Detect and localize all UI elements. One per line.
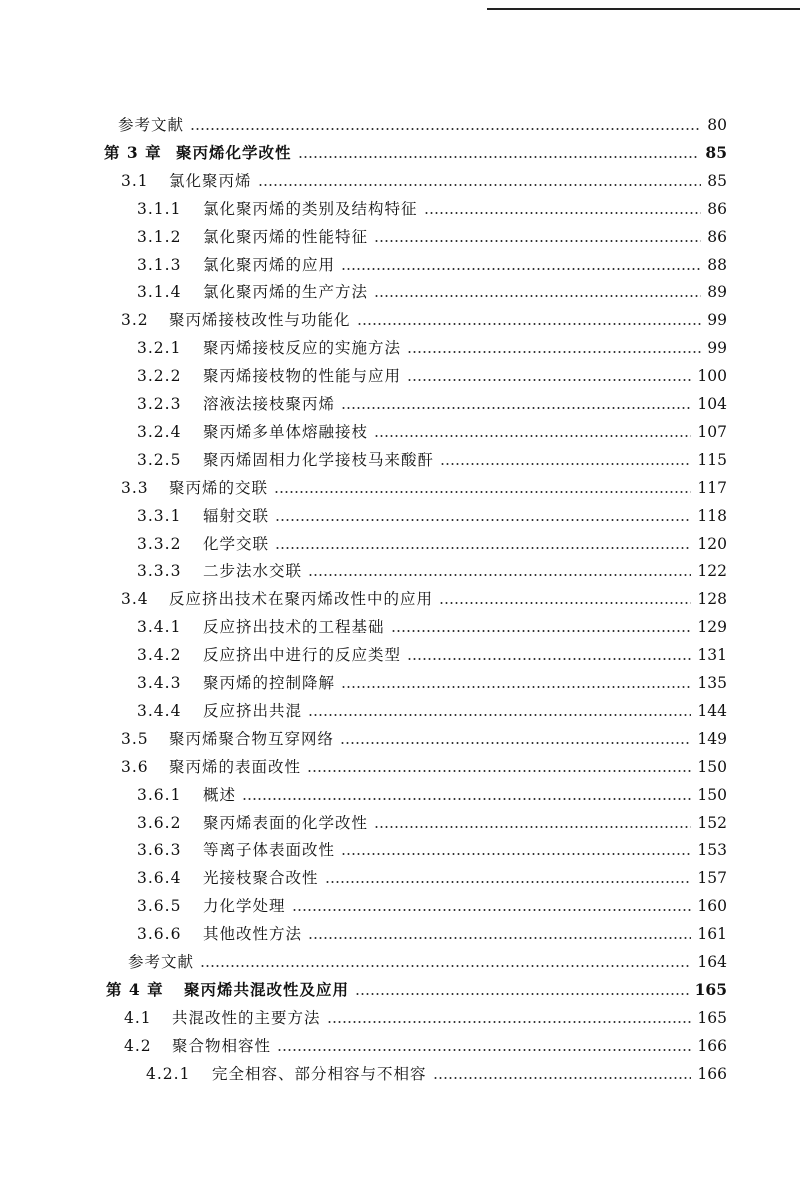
dot-leader [275, 519, 691, 521]
toc-entry-page-number: 99 [707, 311, 727, 330]
toc-entry-number: 3.2 [121, 311, 149, 330]
toc-entry-page-number: 122 [697, 562, 727, 581]
top-border-rule [487, 0, 800, 10]
dot-leader [307, 770, 691, 772]
dot-leader [200, 965, 691, 967]
toc-entry-number: 3.2.5 [137, 450, 182, 469]
toc-entry-title: 聚丙烯接枝反应的实施方法 [203, 339, 402, 358]
toc-entry-page-number: 131 [697, 646, 727, 665]
dot-leader [340, 742, 691, 744]
toc-entry-title: 溶液法接枝聚丙烯 [203, 395, 336, 413]
toc-entry-number: 3.2.4 [137, 422, 182, 441]
dot-leader [325, 881, 692, 883]
toc-entry-title: 参考文献 [128, 953, 195, 971]
toc-entry-title: 聚丙烯化学改性 [176, 142, 292, 162]
toc-entry-number: 3.1.4 [137, 283, 182, 302]
toc-entry-page-number: 99 [707, 339, 727, 358]
toc-entry-page-number: 160 [697, 897, 727, 916]
toc-entry[interactable] [121, 586, 727, 612]
toc-entry-number: 4.1 [124, 1008, 152, 1027]
toc-entry-title: 聚丙烯共混改性及应用 [184, 979, 350, 999]
toc-entry-title: 聚丙烯的表面改性 [169, 757, 302, 776]
toc-entry-number: 3.6.3 [137, 841, 182, 860]
toc-entry[interactable] [121, 754, 727, 780]
dot-leader [433, 1077, 692, 1079]
dot-leader [308, 937, 691, 939]
dot-leader [308, 574, 691, 576]
dot-leader [277, 1049, 691, 1051]
dot-leader [374, 435, 691, 437]
toc-entry[interactable] [137, 531, 727, 557]
toc-entry-page-number: 86 [707, 199, 727, 218]
toc-entry[interactable] [121, 168, 727, 194]
toc-entry-title: 聚丙烯表面的化学改性 [203, 813, 369, 832]
toc-entry-title: 聚丙烯接枝物的性能与应用 [203, 367, 402, 386]
toc-entry-title: 氯化聚丙烯的性能特征 [203, 227, 369, 246]
toc-entry-number: 3.4.3 [137, 674, 182, 692]
dot-leader [355, 993, 689, 995]
toc-entry-number: 3.6.5 [137, 897, 182, 916]
toc-entry-number: 3.3.3 [137, 562, 182, 581]
toc-entry-title: 力化学处理 [203, 897, 286, 916]
toc-entry-page-number: 153 [697, 841, 727, 860]
toc-entry-number: 3.2.2 [137, 367, 182, 386]
dot-leader [391, 630, 692, 632]
dot-leader [440, 463, 691, 465]
dot-leader [424, 212, 702, 214]
toc-entry[interactable] [137, 642, 727, 668]
toc-entry-page-number: 118 [697, 506, 727, 525]
toc-entry-number: 3.4.4 [137, 701, 182, 720]
toc-entry[interactable] [137, 614, 727, 640]
toc-entry-page-number: 135 [697, 674, 727, 692]
toc-entry[interactable] [137, 447, 727, 473]
toc-entry-title: 聚丙烯聚合物互穿网络 [169, 729, 335, 748]
toc-entry[interactable] [121, 475, 727, 501]
toc-entry[interactable] [137, 391, 727, 417]
toc-entry-title: 聚丙烯固相力化学接枝马来酸酐 [203, 450, 435, 469]
toc-entry-number: 3.6.6 [137, 925, 182, 944]
toc-entry-page-number: 166 [697, 1036, 727, 1055]
toc-entry-page-number: 85 [707, 171, 727, 190]
toc-entry-title: 化学交联 [203, 534, 270, 553]
toc-entry[interactable] [137, 810, 727, 836]
toc-entry-page-number: 152 [697, 813, 727, 832]
dot-leader [242, 798, 691, 800]
dot-leader [407, 351, 701, 353]
dot-leader [341, 686, 691, 688]
toc-entry[interactable] [118, 112, 727, 138]
toc-entry-page-number: 149 [697, 729, 727, 748]
toc-entry-title: 光接枝聚合改性 [203, 869, 319, 888]
toc-entry-page-number: 107 [697, 422, 727, 441]
toc-entry[interactable] [137, 865, 727, 891]
toc-entry-title: 二步法水交联 [203, 562, 303, 581]
dot-leader [407, 379, 691, 381]
toc-entry-number: 3.2.1 [137, 339, 182, 358]
dot-leader [292, 909, 692, 911]
toc-entry[interactable] [137, 558, 727, 584]
toc-entry-page-number: 165 [694, 979, 727, 999]
toc-entry-number: 3.1.2 [137, 227, 182, 246]
dot-leader [341, 853, 691, 855]
toc-entry-title: 氯化聚丙烯的应用 [203, 255, 336, 274]
toc-entry-number: 4.2.1 [146, 1064, 191, 1083]
dot-leader [407, 658, 691, 660]
toc-entry[interactable] [106, 977, 727, 1003]
dot-leader [357, 323, 702, 325]
toc-entry-page-number: 120 [697, 534, 727, 553]
toc-entry-page-number: 150 [697, 757, 727, 776]
toc-entry-page-number: 117 [697, 478, 727, 497]
toc-entry-page-number: 164 [697, 953, 727, 971]
toc-entry-page-number: 144 [697, 701, 727, 720]
toc-entry[interactable] [137, 670, 727, 696]
toc-entry-number: 3.4.2 [137, 646, 182, 665]
toc-entry-number: 3.3 [121, 478, 149, 497]
toc-entry[interactable] [137, 921, 727, 947]
toc-entry-number: 3.1.1 [137, 199, 182, 218]
toc-entry-page-number: 80 [707, 116, 727, 134]
toc-entry[interactable] [137, 698, 727, 724]
toc-entry-title: 聚丙烯的控制降解 [203, 674, 336, 692]
toc-entry-page-number: 89 [707, 283, 727, 302]
toc-entry-number: 3.4 [121, 590, 149, 609]
toc-entry-title: 其他改性方法 [203, 925, 303, 944]
toc-entry-number: 3.6.2 [137, 813, 182, 832]
toc-entry-page-number: 165 [697, 1008, 727, 1027]
toc-entry-title: 共混改性的主要方法 [172, 1008, 321, 1027]
toc-entry-page-number: 157 [697, 869, 727, 888]
toc-entry-title: 概述 [203, 785, 237, 804]
toc-entry[interactable] [137, 363, 727, 389]
toc-entry-title: 参考文献 [118, 116, 185, 134]
toc-entry-title: 聚丙烯的交联 [169, 478, 269, 497]
dot-leader [374, 826, 691, 828]
toc-entry-page-number: 161 [697, 925, 727, 944]
toc-entry-title: 等离子体表面改性 [203, 841, 336, 860]
dot-leader [274, 491, 691, 493]
toc-entry[interactable] [137, 335, 727, 361]
toc-entry-number: 3.5 [121, 729, 149, 748]
toc-entry-page-number: 166 [697, 1064, 727, 1083]
toc-entry[interactable] [137, 503, 727, 529]
toc-entry-number: 第 3 章 [104, 142, 162, 162]
dot-leader [341, 268, 701, 270]
toc-entry-title: 反应挤出技术在聚丙烯改性中的应用 [169, 590, 434, 609]
dot-leader [298, 156, 700, 158]
toc-entry-title: 聚合物相容性 [172, 1036, 272, 1055]
toc-entry-page-number: 100 [697, 367, 727, 386]
dot-leader [308, 714, 691, 716]
toc-entry-page-number: 88 [707, 255, 727, 274]
toc-entry-page-number: 86 [707, 227, 727, 246]
dot-leader [327, 1021, 692, 1023]
toc-entry-title: 反应挤出共混 [203, 701, 303, 720]
toc-entry[interactable] [146, 1061, 727, 1087]
toc-entry[interactable] [128, 949, 727, 975]
toc-entry-number: 3.1 [121, 171, 149, 190]
toc-entry-title: 氯化聚丙烯的类别及结构特征 [203, 199, 418, 218]
toc-entry[interactable] [137, 196, 727, 222]
dot-leader [275, 547, 691, 549]
dot-leader [374, 295, 701, 297]
toc-entry-title: 氯化聚丙烯 [169, 171, 252, 190]
toc-entry-number: 3.4.1 [137, 618, 182, 637]
toc-entry-number: 3.6.1 [137, 785, 182, 804]
toc-entry-number: 3.2.3 [137, 395, 182, 413]
toc-entry-title: 反应挤出中进行的反应类型 [203, 646, 402, 665]
toc-entry[interactable] [124, 1005, 727, 1031]
toc-entry-title: 氯化聚丙烯的生产方法 [203, 283, 369, 302]
toc-entry[interactable] [137, 893, 727, 919]
toc-entry-page-number: 129 [697, 618, 727, 637]
dot-leader [258, 184, 702, 186]
toc-entry-page-number: 150 [697, 785, 727, 804]
toc-entry-number: 3.3.1 [137, 506, 182, 525]
toc-entry-number: 3.1.3 [137, 255, 182, 274]
toc-entry-number: 3.6 [121, 757, 149, 776]
toc-entry-title: 聚丙烯接枝改性与功能化 [169, 311, 351, 330]
toc-entry[interactable] [137, 279, 727, 305]
toc-entry[interactable] [137, 837, 727, 863]
toc-entry-page-number: 128 [697, 590, 727, 609]
toc-entry-number: 3.6.4 [137, 869, 182, 888]
dot-leader [190, 128, 701, 130]
toc-entry[interactable] [121, 726, 727, 752]
toc-entry[interactable] [137, 782, 727, 808]
toc-entry-title: 辐射交联 [203, 506, 270, 525]
dot-leader [374, 240, 701, 242]
toc-entry[interactable] [121, 307, 727, 333]
dot-leader [341, 407, 691, 409]
dot-leader [439, 602, 691, 604]
toc-entry[interactable] [104, 140, 727, 166]
toc-entry-page-number: 104 [697, 395, 727, 413]
toc-entry-number: 3.3.2 [137, 534, 182, 553]
toc-entry-number: 第 4 章 [106, 979, 164, 999]
toc-entry-page-number: 115 [697, 450, 727, 469]
toc-entry[interactable] [124, 1033, 727, 1059]
toc-entry[interactable] [137, 419, 727, 445]
toc-entry-title: 完全相容、部分相容与不相容 [212, 1064, 427, 1083]
toc-entry[interactable] [137, 224, 727, 250]
toc-entry-title: 反应挤出技术的工程基础 [203, 618, 385, 637]
toc-entry[interactable] [137, 252, 727, 278]
toc-entry-number: 4.2 [124, 1036, 152, 1055]
toc-entry-page-number: 85 [705, 142, 727, 162]
toc-entry-title: 聚丙烯多单体熔融接枝 [203, 422, 369, 441]
